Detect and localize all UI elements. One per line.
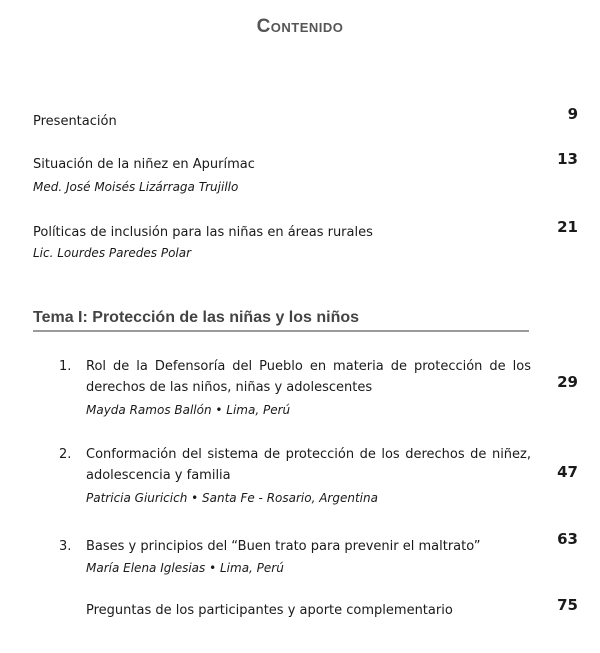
- page-number: 75: [557, 596, 578, 614]
- toc-entry-sistema-proteccion[interactable]: Conformación del sistema de protección de los derechos de niñez, adolescencia y familia: [86, 447, 531, 483]
- toc-entry-author: Lic. Lourdes Paredes Polar: [33, 246, 192, 260]
- toc-entry-rol-defensoria[interactable]: Rol de la Defensoría del Pueblo en materia de protección de los derechos de las niños, niñas y adolescentes: [86, 359, 531, 395]
- page-number: 21: [557, 218, 578, 236]
- toc-entry-presentacion[interactable]: Presentación: [33, 114, 117, 129]
- toc-entry-author: Mayda Ramos Ballón • Lima, Perú: [86, 403, 291, 417]
- page-number: 63: [557, 530, 578, 548]
- contents-heading: Contenido: [256, 16, 344, 37]
- toc-entry-author: Patricia Giuricich • Santa Fe - Rosario, Argentina: [86, 491, 378, 505]
- toc-entry-preguntas[interactable]: Preguntas de los participantes y aporte complementario: [86, 603, 453, 618]
- page-number: 29: [557, 373, 578, 391]
- section-title: Tema I: Protección de las niñas y los niños: [33, 309, 360, 326]
- item-number: 1.: [59, 359, 72, 374]
- page-number: 13: [557, 150, 578, 168]
- item-number: 3.: [59, 539, 72, 554]
- page-number: 47: [557, 463, 578, 481]
- page-number: 9: [567, 105, 578, 123]
- item-number: 2.: [59, 447, 72, 462]
- section-divider: [33, 330, 529, 332]
- toc-entry-author: María Elena Iglesias • Lima, Perú: [86, 561, 284, 575]
- toc-entry-situacion-apurimac[interactable]: Situación de la niñez en Apurímac: [33, 157, 255, 172]
- toc-entry-buen-trato[interactable]: Bases y principios del “Buen trato para prevenir el maltrato”: [86, 539, 481, 554]
- toc-entry-author: Med. José Moisés Lizárraga Trujillo: [33, 180, 239, 194]
- toc-entry-politicas-inclusion[interactable]: Políticas de inclusión para las niñas en áreas rurales: [33, 225, 373, 240]
